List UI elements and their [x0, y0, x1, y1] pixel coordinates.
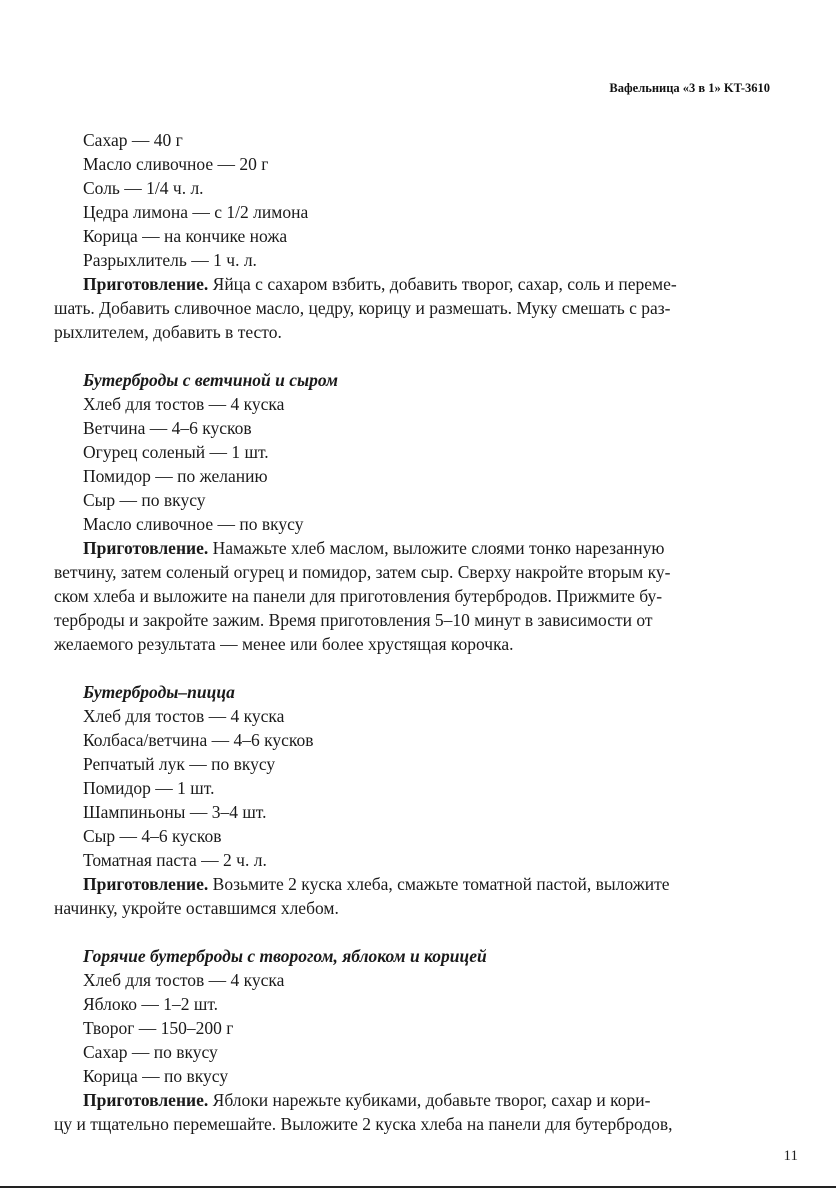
- recipe-pizza-sandwiches: [54, 680, 766, 920]
- ingredient-line: Корица — по вкусу: [83, 1066, 229, 1086]
- recipe-content: [54, 128, 766, 1136]
- recipe-title: Горячие бутерброды с творогом, яблоком и корицей: [83, 946, 487, 966]
- recipe-ham-cheese-sandwiches: [54, 368, 766, 656]
- ingredient-line: Сыр — по вкусу: [83, 490, 206, 510]
- preparation-paragraph: [54, 1088, 766, 1136]
- preparation-label: Приготовление.: [83, 274, 209, 294]
- preparation-text-line: начинку, укройте оставшимся хлебом.: [54, 898, 339, 918]
- ingredient-line: Сыр — 4–6 кусков: [83, 826, 222, 846]
- recipe-hot-curd-apple-sandwiches: [54, 944, 766, 1136]
- ingredient-line: Хлеб для тостов — 4 куска: [83, 394, 285, 414]
- ingredient-line: Шампиньоны — 3–4 шт.: [83, 802, 267, 822]
- ingredient-line: Репчатый лук — по вкусу: [83, 754, 276, 774]
- recipe-title: Бутерброды с ветчиной и сыром: [83, 370, 338, 390]
- preparation-paragraph: [54, 272, 766, 344]
- ingredient-line: Творог — 150–200 г: [83, 1018, 234, 1038]
- ingredient-line: Масло сливочное — по вкусу: [83, 514, 304, 534]
- preparation-text-line: Намажьте хлеб маслом, выложите слоями тонко нарезанную: [208, 538, 665, 558]
- preparation-text-line: терброды и закройте зажим. Время приготовления 5–10 минут в зависимости от: [54, 610, 653, 630]
- preparation-text-line: Возьмите 2 куска хлеба, смажьте томатной пастой, выложите: [208, 874, 670, 894]
- preparation-label: Приготовление.: [83, 538, 209, 558]
- preparation-paragraph: [54, 872, 766, 920]
- preparation-text-line: Яблоки нарежьте кубиками, добавьте творог, сахар и кори-: [208, 1090, 651, 1110]
- preparation-label: Приготовление.: [83, 874, 209, 894]
- preparation-text-line: ветчину, затем соленый огурец и помидор, затем сыр. Сверху накройте вторым ку-: [54, 562, 671, 582]
- preparation-text-line: шать. Добавить сливочное масло, цедру, корицу и размешать. Муку смешать с раз-: [54, 298, 671, 318]
- preparation-text-line: рыхлителем, добавить в тесто.: [54, 322, 282, 342]
- ingredient-line: Цедра лимона — с 1/2 лимона: [83, 202, 309, 222]
- preparation-text-line: цу и тщательно перемешайте. Выложите 2 куска хлеба на панели для бутербродов,: [54, 1114, 673, 1134]
- preparation-text-line: Яйца с сахаром взбить, добавить творог, сахар, соль и переме-: [208, 274, 677, 294]
- preparation-paragraph: [54, 536, 766, 656]
- ingredient-line: Яблоко — 1–2 шт.: [83, 994, 219, 1014]
- ingredient-line: Ветчина — 4–6 кусков: [83, 418, 252, 438]
- bottom-divider: [0, 1186, 836, 1188]
- ingredient-line: Хлеб для тостов — 4 куска: [83, 706, 285, 726]
- running-header: Вафельница «3 в 1» KT-3610: [609, 81, 770, 95]
- preparation-text-line: желаемого результата — менее или более хрустящая корочка.: [54, 634, 514, 654]
- ingredient-line: Сахар — по вкусу: [83, 1042, 218, 1062]
- recipe-title: Бутерброды–пицца: [83, 682, 235, 702]
- ingredient-line: Помидор — по желанию: [83, 466, 268, 486]
- ingredient-line: Масло сливочное — 20 г: [83, 154, 269, 174]
- recipe-continued: [54, 128, 766, 344]
- ingredient-line: Помидор — 1 шт.: [83, 778, 215, 798]
- ingredient-line: Хлеб для тостов — 4 куска: [83, 970, 285, 990]
- ingredient-line: Корица — на кончике ножа: [83, 226, 288, 246]
- preparation-text-line: ском хлеба и выложите на панели для приготовления бутербродов. Прижмите бу-: [54, 586, 663, 606]
- ingredient-line: Томатная паста — 2 ч. л.: [83, 850, 267, 870]
- ingredient-line: Огурец соленый — 1 шт.: [83, 442, 269, 462]
- ingredient-line: Разрыхлитель — 1 ч. л.: [83, 250, 257, 270]
- ingredient-line: Соль — 1/4 ч. л.: [83, 178, 204, 198]
- page-number: 11: [783, 1148, 798, 1164]
- preparation-label: Приготовление.: [83, 1090, 209, 1110]
- ingredient-line: Колбаса/ветчина — 4–6 кусков: [83, 730, 314, 750]
- ingredient-line: Сахар — 40 г: [83, 130, 183, 150]
